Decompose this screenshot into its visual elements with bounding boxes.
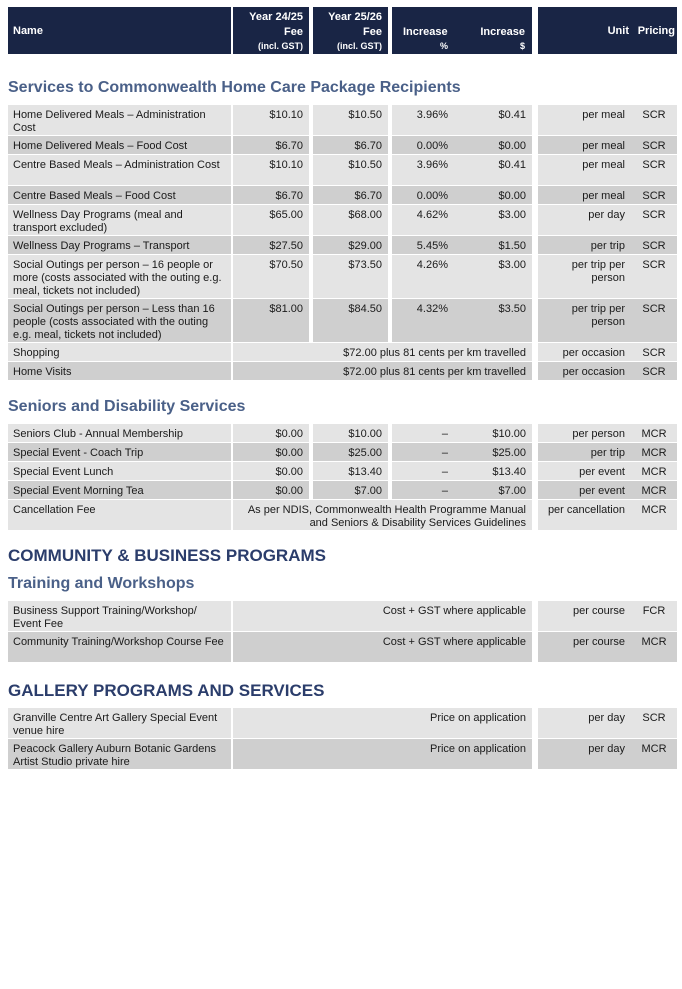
- row-unit: per day: [538, 708, 631, 738]
- row-fee-2425: $10.10: [233, 155, 309, 185]
- header-y2-line1: Year 25/26: [328, 11, 382, 23]
- header-pct-line1: Increase: [403, 26, 448, 38]
- row-unit: per course: [538, 601, 631, 631]
- row-increase-pct: –: [392, 462, 454, 480]
- header-unit: Unit: [607, 25, 629, 37]
- table-row: [8, 424, 677, 442]
- row-unit: per day: [538, 205, 631, 235]
- row-name: Granville Centre Art Gallery Special Event venue hire: [8, 708, 231, 738]
- row-name: Home Visits: [8, 362, 231, 380]
- row-fee-2526: $25.00: [313, 443, 388, 461]
- row-unit: per meal: [538, 136, 631, 154]
- row-unit: per event: [538, 481, 631, 499]
- table-header: [8, 7, 677, 54]
- row-unit: per meal: [538, 155, 631, 185]
- row-increase-pct: 0.00%: [392, 186, 454, 204]
- row-fee-2526: $84.50: [313, 299, 388, 342]
- row-increase-dollar: $10.00: [454, 424, 532, 442]
- row-name: Wellness Day Programs – Transport: [8, 236, 231, 254]
- table-row: [8, 462, 677, 480]
- row-increase-pct: –: [392, 424, 454, 442]
- row-increase-dollar: $1.50: [454, 236, 532, 254]
- table-row: [8, 481, 677, 499]
- row-increase-dollar: $0.00: [454, 136, 532, 154]
- row-fee-2425: $27.50: [233, 236, 309, 254]
- table-row: [8, 205, 677, 235]
- row-pricing: MCR: [631, 462, 677, 480]
- row-increase-dollar: $7.00: [454, 481, 532, 499]
- row-increase-dollar: $3.50: [454, 299, 532, 342]
- row-increase-pct: 0.00%: [392, 136, 454, 154]
- row-increase-pct: –: [392, 443, 454, 461]
- row-name: Wellness Day Programs (meal and transport excluded): [8, 205, 231, 235]
- row-span-value: Price on application: [233, 708, 532, 738]
- row-fee-2526: $10.00: [313, 424, 388, 442]
- row-name: Home Delivered Meals – Administration Cost: [8, 105, 231, 135]
- header-year-2425: [233, 7, 309, 54]
- row-fee-2425: $65.00: [233, 205, 309, 235]
- row-unit: per meal: [538, 186, 631, 204]
- header-pct-line2: %: [440, 41, 449, 51]
- row-unit: per day: [538, 739, 631, 769]
- row-pricing: SCR: [631, 343, 677, 361]
- row-fee-2425: $10.10: [233, 105, 309, 135]
- header-increase: [392, 7, 532, 54]
- row-unit: per meal: [538, 105, 631, 135]
- row-pricing: FCR: [631, 601, 677, 631]
- row-name: Social Outings per person – 16 people or more (costs associated with the outing e.g. meal, tickets not included): [8, 255, 231, 298]
- header-year-2526: [313, 7, 388, 54]
- row-span-value: As per NDIS, Commonwealth Health Programme Manual and Seniors & Disability Services Guidelines: [233, 500, 532, 530]
- row-name: Cancellation Fee: [8, 500, 231, 530]
- table-row: [8, 500, 677, 530]
- table-row: [8, 708, 677, 738]
- row-pricing: MCR: [631, 481, 677, 499]
- section-title-gallery: GALLERY PROGRAMS AND SERVICES: [8, 681, 325, 700]
- row-pricing: MCR: [631, 632, 677, 662]
- table-row: [8, 136, 677, 154]
- section-title-seniors: Seniors and Disability Services: [8, 398, 246, 415]
- row-unit: per occasion: [538, 343, 631, 361]
- row-increase-dollar: $0.41: [454, 105, 532, 135]
- row-fee-2526: $10.50: [313, 155, 388, 185]
- row-fee-2425: $81.00: [233, 299, 309, 342]
- row-name: Community Training/Workshop Course Fee: [8, 632, 231, 662]
- row-increase-dollar: $25.00: [454, 443, 532, 461]
- row-pricing: SCR: [631, 205, 677, 235]
- header-inc-line1: Increase: [480, 26, 525, 38]
- row-fee-2425: $0.00: [233, 443, 309, 461]
- table-row: [8, 186, 677, 204]
- row-unit: per trip per person: [538, 255, 631, 298]
- row-pricing: SCR: [631, 255, 677, 298]
- row-pricing: SCR: [631, 708, 677, 738]
- seniors-table: [8, 424, 677, 530]
- section-title-community: COMMUNITY & BUSINESS PROGRAMS: [8, 546, 326, 565]
- row-increase-dollar: $0.00: [454, 186, 532, 204]
- row-fee-2526: $7.00: [313, 481, 388, 499]
- header-pricing: Pricing: [637, 25, 675, 37]
- row-increase-pct: 4.26%: [392, 255, 454, 298]
- row-name: Centre Based Meals – Administration Cost: [8, 155, 231, 185]
- row-pricing: SCR: [631, 236, 677, 254]
- row-name: Shopping: [8, 343, 231, 361]
- row-span-value: $72.00 plus 81 cents per km travelled: [233, 362, 532, 380]
- header-inc-line2: $: [519, 41, 525, 51]
- row-unit: per event: [538, 462, 631, 480]
- row-pricing: SCR: [631, 105, 677, 135]
- row-name: Seniors Club - Annual Membership: [8, 424, 231, 442]
- row-increase-pct: –: [392, 481, 454, 499]
- gallery-table: [8, 708, 677, 769]
- table-row: [8, 343, 677, 361]
- row-pricing: MCR: [631, 443, 677, 461]
- row-unit: per trip: [538, 236, 631, 254]
- table-row: [8, 601, 677, 631]
- table-row: [8, 632, 677, 662]
- row-span-value: Cost + GST where applicable: [233, 601, 532, 631]
- row-name: Home Delivered Meals – Food Cost: [8, 136, 231, 154]
- row-pricing: MCR: [631, 500, 677, 530]
- row-pricing: SCR: [631, 186, 677, 204]
- row-name: Special Event - Coach Trip: [8, 443, 231, 461]
- row-span-value: Cost + GST where applicable: [233, 632, 532, 662]
- row-name: Special Event Morning Tea: [8, 481, 231, 499]
- row-increase-dollar: $3.00: [454, 255, 532, 298]
- row-pricing: SCR: [631, 155, 677, 185]
- table-row: [8, 739, 677, 769]
- row-pricing: SCR: [631, 299, 677, 342]
- row-pricing: SCR: [631, 362, 677, 380]
- row-unit: per person: [538, 424, 631, 442]
- table-row: [8, 362, 677, 380]
- row-fee-2425: $0.00: [233, 462, 309, 480]
- section-title-home-care: Services to Commonwealth Home Care Package Recipients: [8, 79, 461, 96]
- row-increase-dollar: $3.00: [454, 205, 532, 235]
- row-fee-2425: $0.00: [233, 424, 309, 442]
- table-row: [8, 299, 677, 342]
- row-pricing: MCR: [631, 424, 677, 442]
- row-fee-2526: $13.40: [313, 462, 388, 480]
- row-fee-2425: $6.70: [233, 136, 309, 154]
- row-increase-dollar: $0.41: [454, 155, 532, 185]
- header-unit-pricing: [538, 7, 677, 54]
- row-name: Special Event Lunch: [8, 462, 231, 480]
- row-name: Centre Based Meals – Food Cost: [8, 186, 231, 204]
- header-y1-line1: Year 24/25: [249, 11, 303, 23]
- row-pricing: MCR: [631, 739, 677, 769]
- header-name: [8, 7, 231, 54]
- row-unit: per trip per person: [538, 299, 631, 342]
- section-title-training: Training and Workshops: [8, 575, 195, 592]
- table-row: [8, 255, 677, 298]
- row-fee-2526: $29.00: [313, 236, 388, 254]
- row-span-value: $72.00 plus 81 cents per km travelled: [233, 343, 532, 361]
- row-increase-pct: 4.62%: [392, 205, 454, 235]
- row-increase-pct: 3.96%: [392, 105, 454, 135]
- header-y1-line3: (incl. GST): [258, 41, 303, 51]
- row-fee-2526: $6.70: [313, 136, 388, 154]
- table-row: [8, 155, 677, 185]
- row-fee-2526: $10.50: [313, 105, 388, 135]
- header-y2-line3: (incl. GST): [337, 41, 382, 51]
- row-increase-dollar: $13.40: [454, 462, 532, 480]
- row-span-value: Price on application: [233, 739, 532, 769]
- home-care-table: [8, 105, 677, 380]
- header-y2-line2: Fee: [363, 26, 382, 38]
- table-row: [8, 443, 677, 461]
- row-name: Social Outings per person – Less than 16 people (costs associated with the outing e.g. meal, tickets not included): [8, 299, 231, 342]
- row-fee-2526: $68.00: [313, 205, 388, 235]
- row-fee-2526: $73.50: [313, 255, 388, 298]
- row-pricing: SCR: [631, 136, 677, 154]
- header-name-label: Name: [13, 25, 43, 37]
- row-fee-2425: $6.70: [233, 186, 309, 204]
- row-increase-pct: 5.45%: [392, 236, 454, 254]
- row-unit: per course: [538, 632, 631, 662]
- row-name: Business Support Training/Workshop/ Event Fee: [8, 601, 231, 631]
- row-unit: per cancellation: [538, 500, 631, 530]
- row-fee-2425: $0.00: [233, 481, 309, 499]
- row-name: Peacock Gallery Auburn Botanic Gardens Artist Studio private hire: [8, 739, 231, 769]
- training-table: [8, 601, 677, 662]
- row-unit: per occasion: [538, 362, 631, 380]
- table-row: [8, 236, 677, 254]
- row-increase-pct: 3.96%: [392, 155, 454, 185]
- row-unit: per trip: [538, 443, 631, 461]
- row-fee-2526: $6.70: [313, 186, 388, 204]
- table-row: [8, 105, 677, 135]
- row-increase-pct: 4.32%: [392, 299, 454, 342]
- row-fee-2425: $70.50: [233, 255, 309, 298]
- header-y1-line2: Fee: [284, 26, 303, 38]
